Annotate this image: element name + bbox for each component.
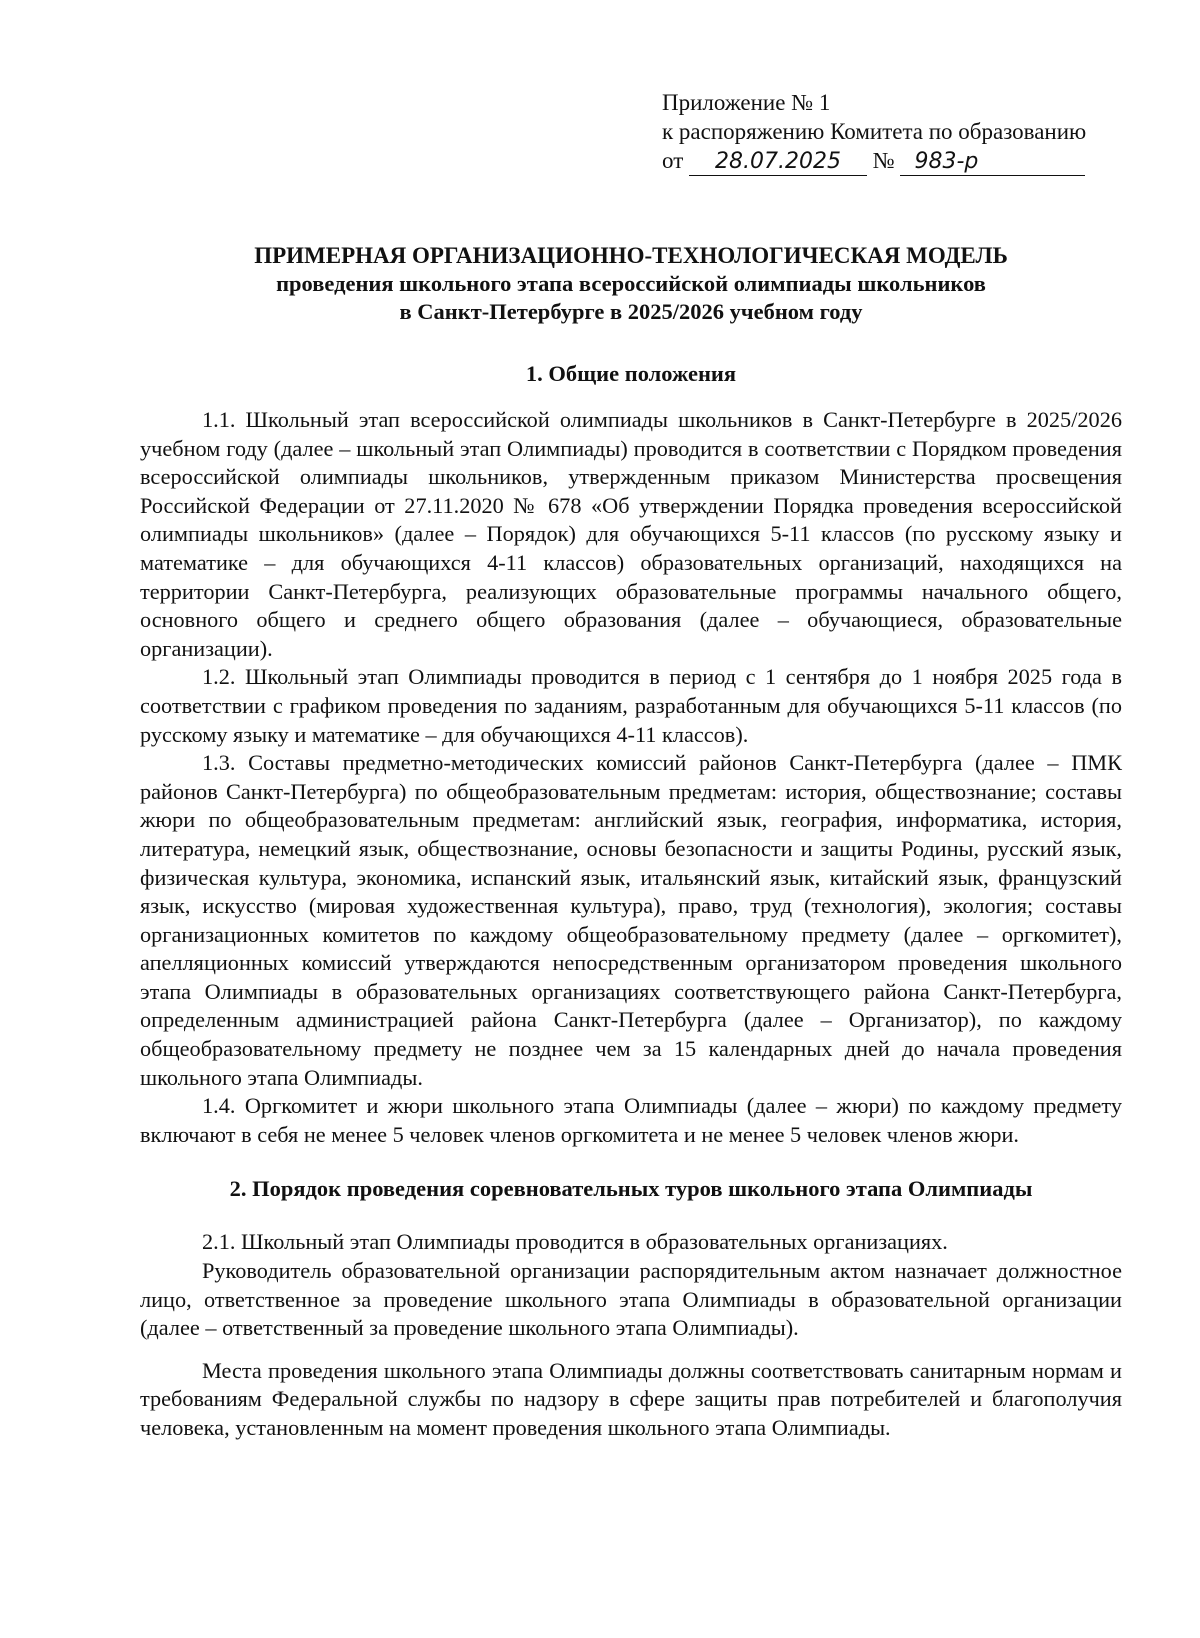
document-body — [140, 242, 1122, 1443]
from-label: от — [662, 148, 684, 173]
title-line-2: проведения школьного этапа всероссийской олимпиады школьников — [276, 271, 986, 296]
document-title — [140, 242, 1122, 326]
paragraph-2-1: 2.1. Школьный этап Олимпиады проводится в образовательных организациях. — [202, 1229, 948, 1255]
appendix-number: Приложение № 1 — [662, 90, 831, 115]
title-line-1: ПРИМЕРНАЯ ОРГАНИЗАЦИОННО-ТЕХНОЛОГИЧЕСКАЯ МОДЕЛЬ — [254, 243, 1008, 268]
appendix-order-reference: к распоряжению Комитета по образованию — [662, 119, 1087, 144]
paragraph-1-4: 1.4. Оргкомитет и жюри школьного этапа Олимпиады (далее – жюри) по каждому предмету включают в себя не менее 5 человек членов оргкомитета и не менее 5 человек членов жюри. — [140, 1093, 1122, 1147]
handwritten-date: 28.07.2025 — [689, 149, 867, 176]
section-1-heading: 1. Общие положения — [525, 361, 737, 386]
section-2-heading: 2. Порядок проведения соревновательных туров школьного этапа Олимпиады — [229, 1176, 1033, 1202]
paragraph-1-3: 1.3. Составы предметно-методических комиссий районов Санкт-Петербурга (далее – ПМК районов Санкт-Петербурга) по общеобразовательным предметам: история, обществознание; составы жюри по общеобразовательным предметам: английский язык, география, информатика, история, литература, немецкий язык, обществознание, основы безопасности и защиты Родины, русский язык, физическая культура, экономика, испанский язык, итальянский язык, китайский язык, французский язык, искусство (мировая художественная культура), право, труд (технология), экология; составы организационных комитетов по каждому общеобразовательному предмету (далее – оргкомитет), апелляционных комиссий утверждаются непосредственным организатором проведения школьного этапа Олимпиады в образовательных организациях соответствующего района Санкт-Петербурга, определенным администрацией района Санкт-Петербурга (далее – Организатор), по каждому общеобразовательному предмету не позднее чем за 15 календарных дней до начала проведения школьного этапа Олимпиады. — [140, 750, 1122, 1090]
number-label: № — [872, 148, 895, 173]
handwritten-number: 983-р — [900, 149, 1085, 176]
appendix-block — [662, 88, 1132, 176]
appendix-date-number-line — [662, 146, 1132, 176]
paragraph-1-2: 1.2. Школьный этап Олимпиады проводится в период с 1 сентября до 1 ноября 2025 года в соответствии с графиком проведения по заданиям, разработанным для обучающихся 5-11 классов (по русскому языку и математике – для обучающихся 4-11 классов). — [140, 664, 1122, 747]
paragraph-2-1-appointment: Руководитель образовательной организации распорядительным актом назначает должностное лицо, ответственное за проведение школьного этапа Олимпиады в образовательной организации (далее – ответственный за проведение школьного этапа Олимпиады). — [140, 1258, 1122, 1341]
paragraph-2-1-venues: Места проведения школьного этапа Олимпиады должны соответствовать санитарным нормам и требованиям Федеральной службы по надзору в сфере защиты прав потребителей и благополучия человека, установленным на момент проведения школьного этапа Олимпиады. — [140, 1357, 1122, 1440]
title-line-3: в Санкт-Петербурге в 2025/2026 учебном году — [399, 299, 863, 324]
paragraph-1-1: 1.1. Школьный этап всероссийской олимпиады школьников в Санкт-Петербурге в 2025/2026 учебном году (далее – школьный этап Олимпиады) проводится в соответствии с Порядком проведения всероссийской олимпиады школьников, утвержденным приказом Министерства просвещения Российской Федерации от 27.11.2020 № 678 «Об утверждении Порядка проведения всероссийской олимпиады школьников» (далее – Порядок) для обучающихся 5-11 классов (по русскому языку и математике – для обучающихся 4-11 классов) образовательных организаций, находящихся на территории Санкт-Петербурга, реализующих образовательные программы начального общего, основного общего и среднего общего образования (далее – обучающиеся, образовательные организации). — [140, 407, 1122, 661]
